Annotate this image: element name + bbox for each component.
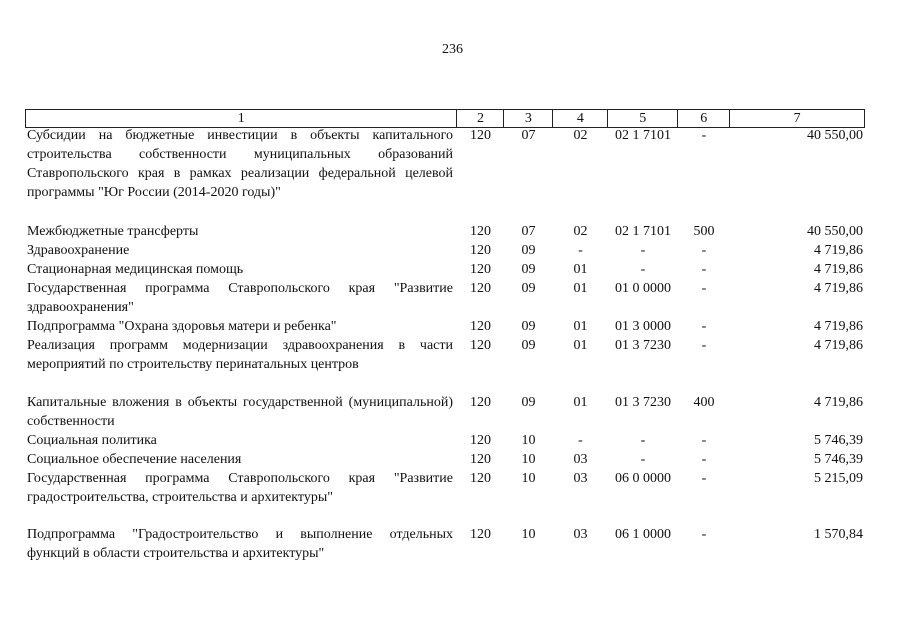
row-code-expense-type: - (701, 338, 707, 353)
row-code-target: - (640, 243, 646, 258)
row-amount: 4 719,86 (814, 262, 863, 277)
row-amount: 4 719,86 (814, 281, 863, 296)
row-code-expense-type: 400 (693, 395, 715, 410)
row-code-subsection: 01 (573, 319, 588, 334)
row-name: Межбюджетные трансферты (27, 224, 199, 239)
row-code-subsection: 03 (573, 527, 588, 542)
header-col-3: 3 (504, 110, 553, 127)
row-code-admin: 120 (470, 471, 491, 486)
row-code-target: - (640, 262, 646, 277)
row-code-section: 10 (521, 433, 536, 448)
row-code-subsection: 01 (573, 338, 588, 353)
row-code-target: 06 1 0000 (615, 527, 671, 542)
row-amount: 4 719,86 (814, 319, 863, 334)
row-name: Социальное обеспечение населения (27, 452, 242, 467)
row-code-admin: 120 (470, 281, 491, 296)
page-number: 236 (442, 42, 463, 57)
row-name: Стационарная медицинская помощь (27, 262, 244, 277)
row-code-section: 09 (521, 243, 536, 258)
row-amount: 4 719,86 (814, 338, 863, 353)
row-code-subsection: 01 (573, 262, 588, 277)
row-code-expense-type: - (701, 128, 707, 143)
row-amount: 5 215,09 (814, 471, 863, 486)
row-code-section: 09 (521, 395, 536, 410)
row-code-admin: 120 (470, 452, 491, 467)
row-code-admin: 120 (470, 338, 491, 353)
row-code-subsection: 03 (573, 471, 588, 486)
row-code-admin: 120 (470, 262, 491, 277)
row-code-target: - (640, 452, 646, 467)
row-amount: 4 719,86 (814, 243, 863, 258)
row-code-admin: 120 (470, 243, 491, 258)
row-amount: 40 550,00 (807, 128, 863, 143)
row-code-admin: 120 (470, 319, 491, 334)
row-code-section: 09 (521, 262, 536, 277)
row-code-target: 02 1 7101 (615, 128, 671, 143)
row-code-expense-type: - (701, 262, 707, 277)
row-code-expense-type: - (701, 452, 707, 467)
row-code-section: 10 (521, 452, 536, 467)
row-code-admin: 120 (470, 527, 491, 542)
row-code-subsection: 01 (573, 281, 588, 296)
row-name: Социальная политика (27, 433, 157, 448)
row-code-admin: 120 (470, 224, 491, 239)
row-code-expense-type: - (701, 243, 707, 258)
row-code-expense-type: - (701, 319, 707, 334)
row-name: Капитальные вложения в объекты государственной (муниципальной) собственности (27, 395, 453, 429)
row-name: Субсидии на бюджетные инвестиции в объекты капитального строительства собственности муниципальных образований Ставропольского края в рамках реализации федеральной целевой программы "Юг России (2014-2020 годы)" (27, 128, 453, 200)
header-col-6: 6 (678, 110, 730, 127)
row-code-admin: 120 (470, 395, 491, 410)
row-code-admin: 120 (470, 433, 491, 448)
row-code-section: 07 (521, 128, 536, 143)
row-amount: 5 746,39 (814, 433, 863, 448)
budget-table (25, 109, 865, 561)
row-code-section: 09 (521, 319, 536, 334)
row-code-target: 01 0 0000 (615, 281, 671, 296)
row-code-expense-type: - (701, 527, 707, 542)
row-code-expense-type: - (701, 433, 707, 448)
row-code-subsection: 01 (573, 395, 588, 410)
row-amount: 1 570,84 (814, 527, 863, 542)
row-code-section: 10 (521, 471, 536, 486)
row-code-subsection: 02 (573, 224, 588, 239)
row-code-target: 01 3 0000 (615, 319, 671, 334)
header-col-4: 4 (553, 110, 608, 127)
row-code-subsection: - (578, 243, 583, 258)
row-name: Подпрограмма "Охрана здоровья матери и ребенка" (27, 319, 337, 334)
header-col-7: 7 (730, 110, 865, 127)
row-name: Здравоохранение (27, 243, 130, 258)
row-code-admin: 120 (470, 128, 491, 143)
row-amount: 40 550,00 (807, 224, 863, 239)
row-code-target: 02 1 7101 (615, 224, 671, 239)
row-name: Государственная программа Ставропольского края "Развитие здравоохранения" (27, 281, 453, 315)
header-col-2: 2 (457, 110, 504, 127)
row-code-expense-type: - (701, 471, 707, 486)
row-name: Реализация программ модернизации здравоохранения в части мероприятий по строительству перинатальных центров (27, 338, 453, 372)
header-col-1: 1 (26, 110, 457, 127)
row-name: Государственная программа Ставропольского края "Развитие градостроительства, строительства и архитектуры" (27, 471, 453, 505)
row-code-expense-type: 500 (693, 224, 715, 239)
row-code-target: 06 0 0000 (615, 471, 671, 486)
header-col-5: 5 (608, 110, 678, 127)
row-code-target: - (640, 433, 646, 448)
row-amount: 5 746,39 (814, 452, 863, 467)
row-name: Подпрограмма "Градостроительство и выполнение отдельных функций в области строительства и архитектуры" (27, 527, 453, 561)
row-code-subsection: 03 (573, 452, 588, 467)
row-code-subsection: - (578, 433, 583, 448)
row-code-expense-type: - (701, 281, 707, 296)
row-code-target: 01 3 7230 (615, 338, 671, 353)
row-code-subsection: 02 (573, 128, 588, 143)
row-amount: 4 719,86 (814, 395, 863, 410)
row-code-section: 09 (521, 338, 536, 353)
row-code-section: 09 (521, 281, 536, 296)
row-code-target: 01 3 7230 (615, 395, 671, 410)
row-code-section: 07 (521, 224, 536, 239)
row-code-section: 10 (521, 527, 536, 542)
